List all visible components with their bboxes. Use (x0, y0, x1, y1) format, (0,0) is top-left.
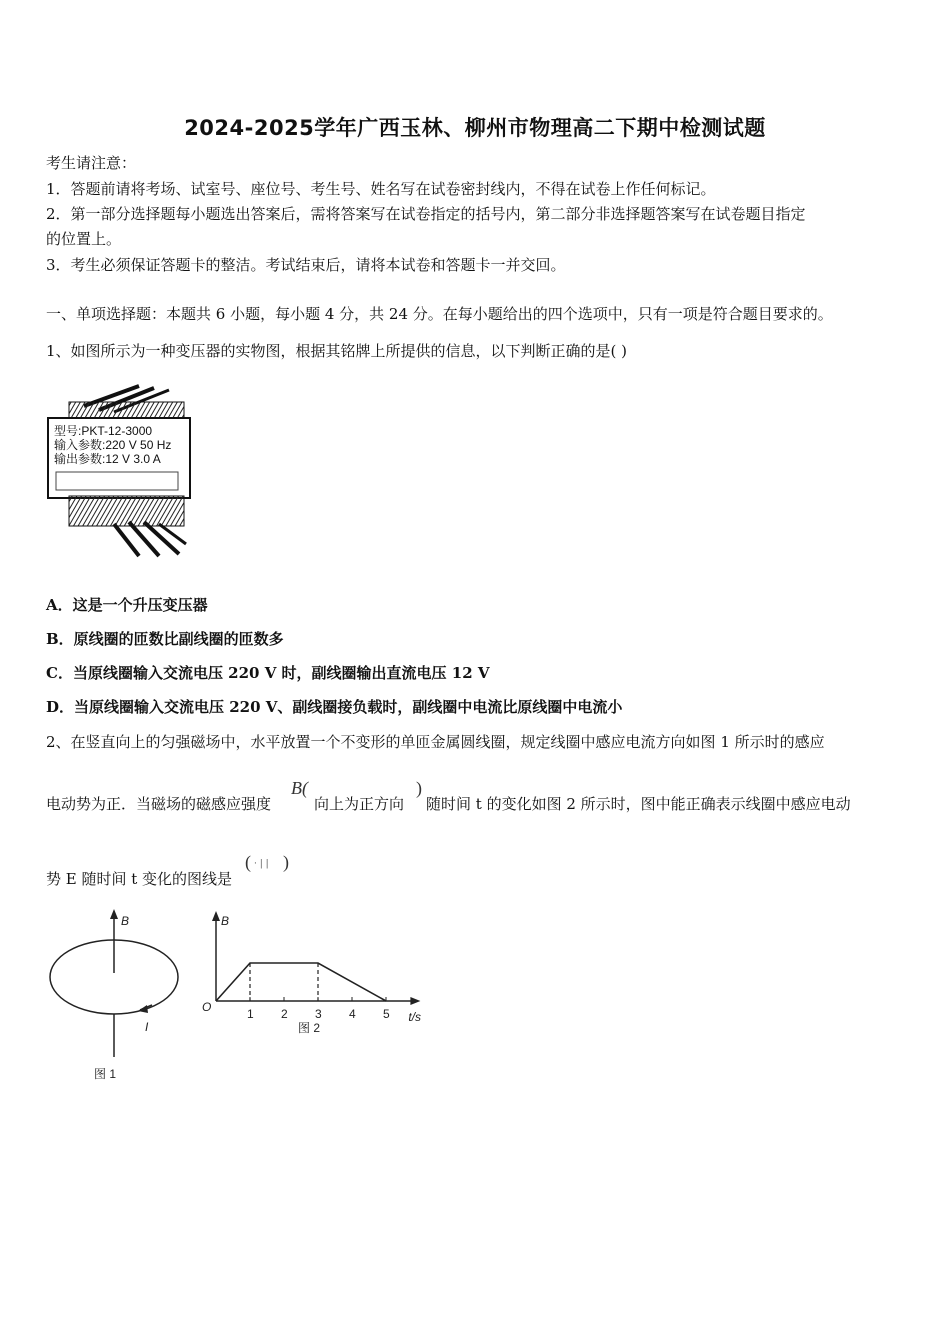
notice-item: 2．第一部分选择题每小题选出答案后，需将答案写在试卷指定的括号内，第二部分非选择题答案写在试卷题目指定 (46, 205, 806, 223)
question-2-line2-c: 向上为正方向 (314, 795, 405, 813)
question-2-line2-a: 电动势为正．当磁场的磁感应强度 (46, 795, 272, 813)
option-a: A．这是一个升压变压器 (46, 596, 208, 614)
transformer-photo (44, 384, 194, 559)
page-title: 2024-2025学年广西玉林、柳州市物理高二下期中检测试题 (184, 116, 766, 140)
question-1-stem: 1、如图所示为一种变压器的实物图，根据其铭牌上所提供的信息，以下判断正确的是( ) (46, 342, 628, 360)
fig2-caption: 图 2 (298, 1021, 321, 1035)
origin-label: O (202, 1000, 212, 1014)
series-line (216, 963, 386, 1001)
figure-1-coil (44, 905, 194, 1085)
notice-item: 3．考生必须保证答题卡的整洁。考试结束后，请将本试卷和答题卡一并交回。 (46, 256, 566, 274)
x-tick-label: 5 (383, 1007, 390, 1021)
y-axis-label: B (221, 914, 230, 928)
y-axis-arrow (212, 911, 220, 921)
x-tick-label: 2 (281, 1007, 288, 1021)
nameplate-input: 输入参数:220 V 50 Hz (54, 438, 172, 452)
fig1-caption: 图 1 (94, 1067, 117, 1081)
section-heading: 一、单项选择题：本题共 6 小题，每小题 4 分，共 24 分。在每小题给出的四个选项中，只有一项是符合题目要求的。 (46, 305, 833, 323)
answer-paren-close: ) (283, 852, 289, 872)
nameplate-model: 型号:PKT-12-3000 (54, 424, 153, 438)
math-close-paren: ) (416, 778, 422, 798)
notice-heading: 考生请注意： (46, 154, 137, 172)
x-tick-label: 1 (247, 1007, 254, 1021)
x-axis-arrow (410, 997, 420, 1005)
nameplate-output: 输出参数:12 V 3.0 A (54, 452, 161, 466)
figure-2-graph (198, 905, 443, 1045)
question-2-line2-e: 随时间 t 的变化如图 2 所示时，图中能正确表示线圈中感应电动 (426, 795, 851, 813)
fig1-i-label: I (145, 1020, 149, 1034)
x-tick-label: 3 (315, 1007, 322, 1021)
notice-item: 1．答题前请将考场、试室号、座位号、考生号、姓名写在试卷密封线内，不得在试卷上作任何标记。 (46, 180, 716, 198)
answer-paren-open: ( (245, 852, 251, 872)
option-d: D．当原线圈输入交流电压 220 V、副线圈接负载时，副线圈中电流比原线圈中电流小 (46, 698, 623, 716)
fig1-b-label: B (121, 914, 130, 928)
question-2-line3: 势 E 随时间 t 变化的图线是 (46, 870, 233, 888)
math-b-symbol: B( (291, 778, 308, 798)
option-b: B．原线圈的匝数比副线圈的匝数多 (46, 630, 284, 648)
notice-item: 的位置上。 (46, 230, 122, 248)
answer-paren-inner: · | | (254, 859, 269, 869)
x-axis-label: t/s (408, 1010, 422, 1024)
question-2-line1: 2、在竖直向上的匀强磁场中，水平放置一个不变形的单匝金属圆线圈，规定线圈中感应电流方向如图 1 所示时的感应 (46, 733, 825, 751)
x-tick-label: 4 (349, 1007, 356, 1021)
option-c: C．当原线圈输入交流电压 220 V 时，副线圈输出直流电压 12 V (46, 664, 490, 682)
